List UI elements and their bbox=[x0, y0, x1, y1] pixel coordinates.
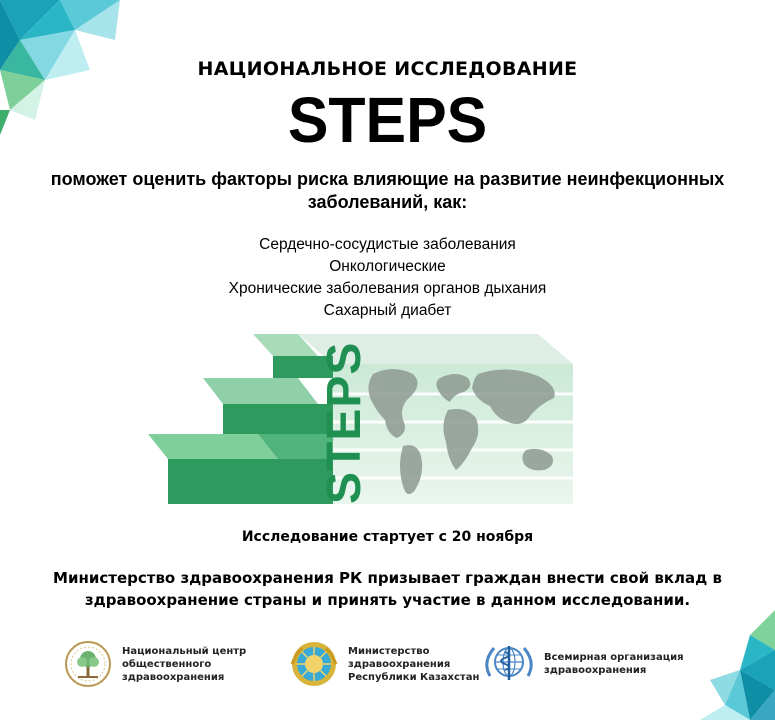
page-subtitle: НАЦИОНАЛЬНОЕ ИССЛЕДОВАНИЕ bbox=[197, 58, 578, 80]
tree-of-life-icon bbox=[64, 640, 112, 688]
disease-item: Сахарный диабет bbox=[323, 302, 452, 319]
caption-line: Национальный центр bbox=[122, 645, 247, 657]
ministry-appeal bbox=[30, 567, 745, 611]
intro-line-1: поможет оценить факторы риска влияющие на развитие неинфекционных bbox=[50, 169, 725, 189]
partner-logos bbox=[0, 640, 775, 700]
disease-item: Сердечно-сосудистые заболевания bbox=[259, 236, 516, 253]
disease-item: Онкологические bbox=[329, 258, 446, 275]
intro-text bbox=[20, 168, 755, 214]
caption-line: здравоохранения bbox=[348, 658, 451, 670]
page-title: STEPS bbox=[287, 84, 488, 156]
disease-list bbox=[0, 234, 775, 322]
logo-caption-ministry bbox=[348, 645, 479, 684]
caption-line: здравоохранения bbox=[122, 671, 225, 683]
appeal-line-2: здравоохранение страны и принять участие в данном исследовании. bbox=[84, 591, 691, 609]
disease-item: Хронические заболевания органов дыхания bbox=[228, 280, 547, 297]
illustration-steps-label: STEPS bbox=[318, 341, 371, 504]
caption-line: Республики Казахстан bbox=[348, 671, 480, 683]
caption-line: общественного bbox=[122, 658, 212, 670]
steps-world-map-illustration bbox=[148, 334, 578, 514]
logo-caption-who bbox=[544, 651, 684, 677]
logo-ministry bbox=[290, 640, 479, 688]
start-date-note: Исследование стартует с 20 ноября bbox=[241, 529, 534, 545]
state-emblem-icon bbox=[290, 640, 338, 688]
logo-who bbox=[484, 640, 684, 688]
appeal-line-1: Министерство здравоохранения РК призывает граждан внести свой вклад в bbox=[53, 569, 722, 587]
logo-national-center bbox=[64, 640, 246, 688]
intro-line-2: заболеваний, как: bbox=[307, 192, 468, 212]
logo-caption-national-center bbox=[122, 645, 246, 684]
caption-line: Всемирная организация bbox=[544, 652, 684, 663]
caption-line: Министерство bbox=[348, 645, 430, 657]
caption-line: здравоохранения bbox=[544, 665, 647, 676]
who-emblem-icon bbox=[484, 640, 534, 688]
